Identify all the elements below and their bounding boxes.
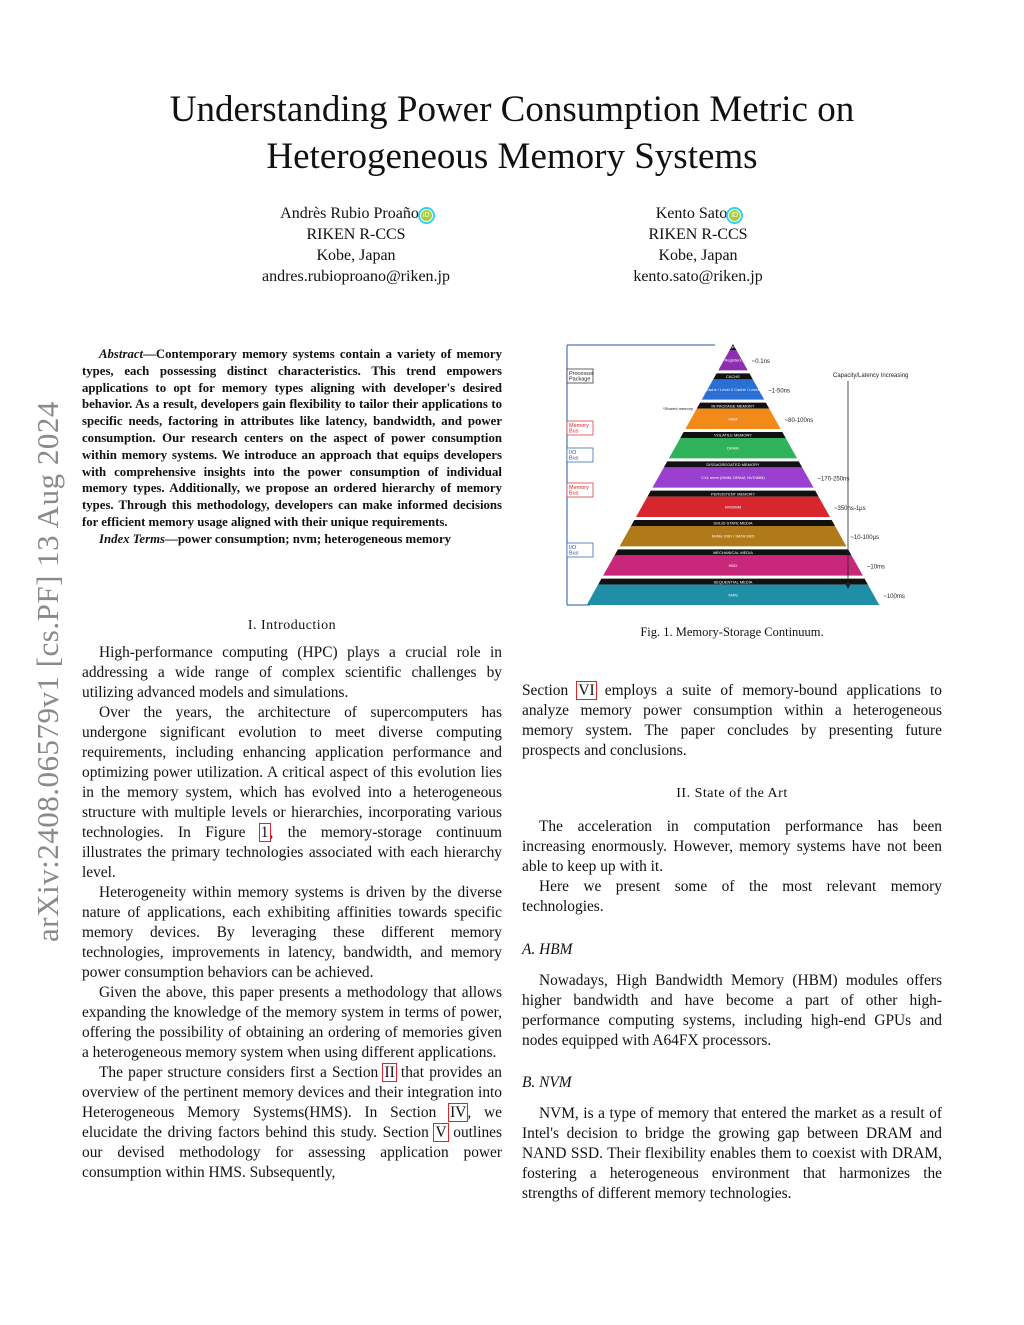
figure-ref-link[interactable]: 1 [260,824,269,841]
pyramid-svg [565,340,909,612]
author-location: Kobe, Japan [316,247,396,264]
hbm-paragraph: Nowadays, High Bandwidth Memory (HBM) modules offers higher bandwidth and have become a part of other high-performance computing systems, including high-end GPUs and nodes equipped with A64FX processors. [522,972,942,1049]
author-affiliation: RIKEN R-CCS [648,226,748,243]
section-ref-link[interactable]: IV [450,1104,467,1121]
tier-body-label: CXL mem (HMM, DRAM, NVDIMM) [701,475,765,480]
tier-latency-label: ~80-100ns [784,417,814,424]
tier-latency-label: ~0.1ns [751,359,770,366]
tier-body-label: Level 1 Cache / Level 2 Cache / Level 3 Cache [691,387,775,392]
arxiv-identifier: arXiv:2408.06579v1 [cs.PF] 13 Aug 2024 [30,401,65,942]
title-line-1: Understanding Power Consumption Metric on [169,89,855,130]
intro-paragraph-1: High-performance computing (HPC) plays a crucial role in addressing a wide range of complex scientific challenges by utilizing advanced models and simulations. [82,644,502,701]
figure-caption: Fig. 1. Memory-Storage Continuum. [640,625,824,639]
side-label-text: Bus [569,490,579,497]
tier-latency-label: ~100ms [883,593,905,600]
hbm-body [522,971,942,1051]
tier-header-label: PERSISTENT MEMORY [710,491,756,497]
tier-header-label: CPU [728,344,738,350]
orcid-icon[interactable]: iD [421,210,432,221]
tier-latency-label: ~10-100μs [850,535,880,542]
side-label-text: Memory [569,485,589,491]
intro-paragraph-2: Over the years, the architecture of supercomputers has undergone significant evolution to meet diverse computing requirements, including enhancing application performance and optimizing power utilization. A critical aspect of this evolution lies in the memory system, which has evolved into a heterogeneous structure with multiple levels or hierarchies, incorporating various technologies. In Figure 1, the memory-storage continuum illustrates the primary technologies associated with each hierarchy level. [82,704,502,881]
shared-memory-note: *Shared memory [663,406,694,411]
tier-header-label: DISSAGREGATED MEMORY [706,462,760,468]
right-column-continuation: Section VI employs a suite of memory-bound applications to analyze memory power consumption within a heterogeneous memory system. The paper concludes by presenting future prospects and conclusions. [522,682,942,759]
tier-latency-label: ~170-250ns [817,476,850,483]
side-label-text: Processor [569,371,594,377]
tier-body-label: NVMe SSD / SATA SSD [711,533,755,539]
section-1-heading: I. Introduction [247,618,337,633]
tier-header-label: CACHE [725,374,741,380]
author-affiliation: RIKEN R-CCS [306,226,406,243]
tier-header-label: IN PACKAGE MEMORY [711,403,755,409]
author-block-1 [206,203,506,287]
side-label-text: Memory [569,423,589,429]
tier-body-label: Registers [724,357,742,363]
section-ref-link[interactable]: V [435,1124,447,1141]
section-ref-link[interactable]: II [384,1064,395,1081]
side-label-text: Bus [569,550,579,557]
author-email[interactable]: kento.sato@riken.jp [633,268,763,285]
abstract-label: Abstract [99,347,144,361]
orcid-icon[interactable]: iD [729,210,740,221]
intro-paragraph-5: The paper structure considers first a Section II that provides an overview of the pertinent memory devices and their integration into Heterogeneous Memory Systems(HMS). In Section IV, we elucidate the driving factors behind this study. Section V outlines our devised methodology for assessing application power consumption within HMS. Subsequently, [82,1064,502,1181]
title-line-2: Heterogeneous Memory Systems [266,136,758,177]
index-terms-label: Index Terms [99,531,166,546]
tier-body-label: DRAM [727,445,739,451]
memory-pyramid-figure [565,340,909,612]
section-2-heading: II. State of the Art [676,786,788,801]
tier-latency-label: ~10ms [866,564,886,571]
tier-latency-label: ~350ns-1μs [833,505,866,512]
sota-paragraph-2: Here we present some of the most relevant memory technologies. [522,878,942,915]
side-label-text: Bus [569,428,579,435]
intro-paragraph-3: Heterogeneity within memory systems is driven by the diverse nature of applications, each exhibiting affinities towards specific memory devices. By leveraging these different memory technologies, improvements in latency, bandwidth, and memory power consumption behaviors can be achieved. [82,884,502,981]
abstract [82,346,502,548]
tier-header-label: SOLID STATE MEDIA [713,520,753,526]
tier-header-label: SEQUENTIAL MEDIA [713,579,753,585]
author-location: Kobe, Japan [658,247,738,264]
state-of-art-body [522,817,942,917]
author-block-2 [548,203,848,287]
author-name: Kento Sato [655,205,728,222]
nvm-heading: B. NVM [522,1074,572,1091]
nvm-paragraph: NVM, is a type of memory that entered the market as a result of Intel's decision to bridge the growing gap between DRAM and NAND SSD. Their flexibility enables them to coexist with DRAM, fostering a heterogeneous environment that harmonizes the strengths of different memory technologies. [522,1105,942,1202]
section-ref-link[interactable]: VI [578,682,595,699]
intro-paragraph-4: Given the above, this paper presents a methodology that allows expanding the knowledge of the memory system in terms of power, offering the possibility of obtaining an ordering of memories given a heterogeneous memory system when using different applications. [82,984,502,1061]
tier-header-label: MECHANICAL MEDIA [713,550,753,556]
tier-body-label: HDD [728,563,738,568]
tier-header-label: VOLATILE MEMORY [714,432,752,438]
hbm-heading: A. HBM [522,941,573,958]
side-label-text: Bus [569,455,579,462]
sota-paragraph-1: The acceleration in computation performance has been increasing enormously. However, memory systems have not been able to keep up with it. [522,818,942,875]
nvm-body [522,1104,942,1204]
index-terms-text: —power consumption; nvm; heterogeneous memory [165,531,452,546]
author-email[interactable]: andres.rubioproano@riken.jp [261,268,450,285]
left-column-body [82,643,502,1183]
tier-body-label: NVDIMM [724,504,742,510]
paper-title [0,86,1024,180]
tier-body-label: HBM [728,416,738,422]
tier-body-label: TAPE [727,592,739,598]
side-label-text: I/O [569,450,577,456]
author-name: Andrès Rubio Proaño [280,205,419,222]
tier-latency-label: ~1-50ns [768,388,791,395]
side-label-text: I/O [569,545,577,551]
abstract-text: —Contemporary memory systems contain a variety of memory types, each possessing distinct characteristics. This trend empowers applications to opt for memory types aligning with developer's desired behavior. As a result, developers gain flexibility to tailor their applications to specific needs, factoring in attributes like latency, bandwidth, and power consumption. Our research centers on the aspect of power consumption within memory systems. We introduce an approach that equips developers with comprehensive insights into the power consumption of individual memory types. Additionally, we propose an ordered hierarchy of memory types. Through this methodology, developers can make informed decisions for efficient memory usage aligned with their unique requirements. [82,347,502,529]
side-label-text: Package [569,376,591,383]
capacity-latency-label: Capacity/Latency Increasing [833,373,909,379]
